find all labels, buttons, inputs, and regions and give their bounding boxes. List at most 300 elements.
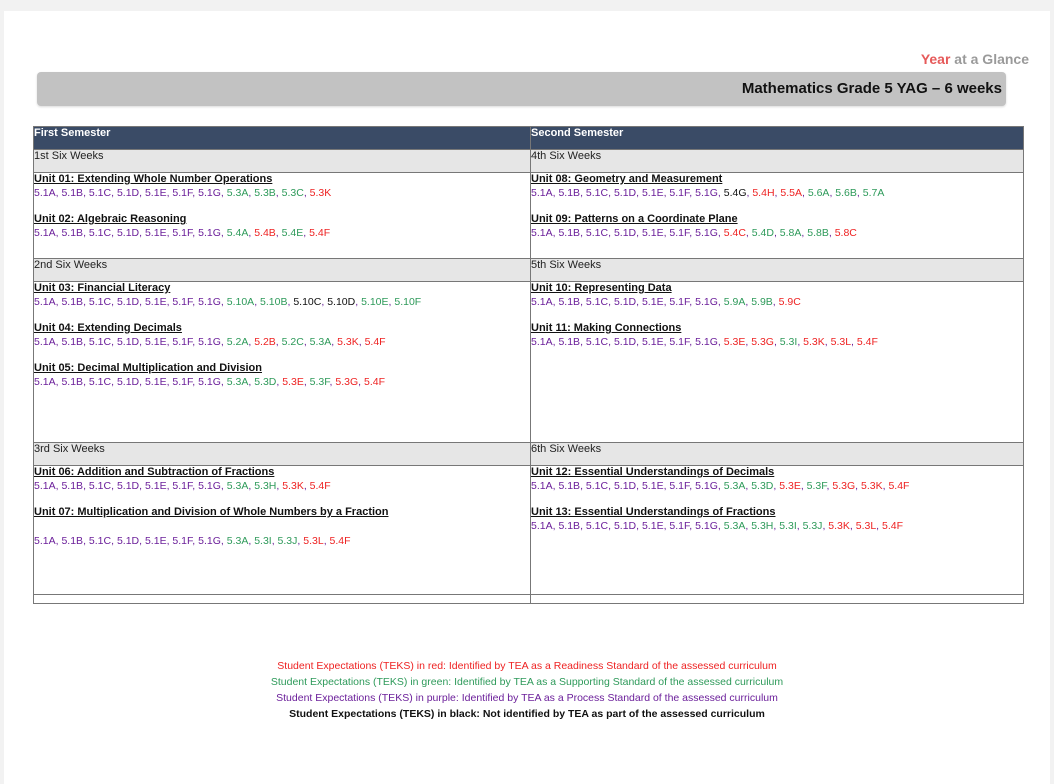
code-separator: , (83, 336, 89, 348)
teks-code: 5.1F (669, 520, 690, 532)
teks-code: 5.1D (116, 535, 140, 547)
teks-code: 5.1E (641, 187, 664, 199)
code-separator: , (275, 336, 282, 348)
teks-code: 5.1F (172, 376, 193, 388)
code-separator: , (358, 336, 365, 348)
code-separator: , (663, 296, 670, 308)
teks-code: 5.3H (254, 480, 277, 492)
teks-code: 5.1B (61, 480, 84, 492)
code-separator: , (139, 227, 145, 239)
teks-code: 5.10C (293, 296, 322, 308)
six-weeks-label: 3rd Six Weeks (34, 443, 531, 466)
code-separator: , (83, 480, 89, 492)
teks-code: 5.1D (116, 480, 140, 492)
code-separator: , (303, 187, 310, 199)
teks-code: 5.3G (832, 480, 856, 492)
code-separator: , (636, 227, 642, 239)
code-separator: , (580, 520, 586, 532)
six-weeks-header-row (34, 443, 1024, 466)
unit-title: Unit 10: Representing Data (531, 282, 672, 294)
code-separator: , (358, 376, 364, 388)
six-weeks-label: 6th Six Weeks (531, 443, 1024, 466)
code-separator: , (796, 520, 803, 532)
unit-title: Unit 13: Essential Understandings of Fractions (531, 506, 776, 518)
teks-code: 5.1A (531, 296, 553, 308)
teks-code: 5.1G (198, 336, 221, 348)
code-separator: , (772, 296, 779, 308)
teks-code: 5.1B (558, 227, 581, 239)
teks-code: 5.3K (803, 336, 825, 348)
teks-code: 5.8B (807, 227, 829, 239)
teks-code: 5.1C (585, 480, 609, 492)
unit-title: Unit 06: Addition and Subtraction of Fractions (34, 466, 275, 478)
teks-code: 5.1D (116, 376, 140, 388)
code-separator: , (636, 296, 642, 308)
legend-red: Student Expectations (TEKS) in red: Identified by TEA as a Readiness Standard of the assessed curriculum (277, 660, 777, 672)
unit-block (531, 322, 1023, 349)
teks-code: 5.1E (641, 296, 664, 308)
teks-codes (34, 186, 530, 200)
teks-code: 5.3A (226, 480, 249, 492)
teks-code: 5.1D (613, 520, 637, 532)
code-separator: , (608, 480, 614, 492)
unit-block (34, 466, 530, 493)
teks-code: 5.3C (281, 187, 304, 199)
code-separator: , (856, 187, 863, 199)
teks-code: 5.1A (531, 480, 553, 492)
code-separator: , (822, 520, 829, 532)
teks-code: 5.4A (226, 227, 249, 239)
code-separator: , (801, 187, 808, 199)
teks-code: 5.4C (723, 227, 746, 239)
teks-code: 5.1C (88, 535, 112, 547)
teks-code: 5.4F (363, 376, 385, 388)
teks-code: 5.3K (309, 187, 332, 199)
teks-code: 5.9A (723, 296, 746, 308)
right-period-content (531, 282, 1024, 443)
code-separator: , (773, 520, 780, 532)
code-separator: , (55, 296, 62, 308)
teks-code: 5.1A (34, 480, 56, 492)
code-separator: , (166, 480, 173, 492)
teks-code: 5.10D (327, 296, 356, 308)
teks-code: 5.1G (695, 187, 718, 199)
teks-code: 5.1D (613, 336, 637, 348)
teks-code: 5.1D (116, 296, 140, 308)
unit-title: Unit 03: Financial Literacy (34, 282, 171, 294)
code-separator: , (636, 187, 642, 199)
yag-table-body (34, 150, 1024, 604)
unit-block (531, 173, 1023, 200)
code-separator: , (329, 376, 336, 388)
code-separator: , (111, 535, 117, 547)
teks-code: 5.10E (361, 296, 389, 308)
unit-title: Unit 12: Essential Understandings of Decimals (531, 466, 775, 478)
teks-code: 5.3G (335, 376, 359, 388)
code-separator: , (248, 376, 255, 388)
code-separator: , (552, 480, 559, 492)
teks-code: 5.3I (254, 535, 272, 547)
code-separator: , (139, 296, 145, 308)
teks-code: 5.1D (613, 480, 637, 492)
code-separator: , (745, 296, 752, 308)
teks-code: 5.1B (558, 480, 581, 492)
teks-code: 5.1G (695, 296, 718, 308)
code-separator: , (276, 480, 283, 492)
yag-table (33, 126, 1024, 604)
teks-code: 5.9C (778, 296, 801, 308)
teks-code: 5.1A (531, 187, 553, 199)
code-separator: , (192, 336, 199, 348)
teks-code: 5.4F (329, 535, 351, 547)
code-separator: , (55, 480, 62, 492)
teks-code: 5.10F (394, 296, 422, 308)
year-at-a-glance-label (921, 51, 1029, 67)
teks-codes (34, 479, 530, 493)
right-period-content (531, 466, 1024, 595)
code-separator: , (745, 227, 752, 239)
teks-code: 5.1B (558, 296, 581, 308)
teks-code: 5.1G (695, 480, 718, 492)
unit-block (34, 506, 530, 548)
teks-code: 5.1F (172, 296, 193, 308)
teks-code: 5.1F (172, 187, 193, 199)
code-separator: , (826, 480, 833, 492)
teks-code: 5.4E (281, 227, 304, 239)
teks-codes (531, 295, 1023, 309)
teks-code: 5.1F (172, 336, 193, 348)
code-separator: , (580, 296, 586, 308)
teks-code: 5.3A (723, 520, 746, 532)
code-separator: , (851, 336, 857, 348)
teks-code: 5.1F (669, 296, 690, 308)
teks-code: 5.1E (144, 187, 167, 199)
code-separator: , (139, 187, 145, 199)
legend-purple: Student Expectations (TEKS) in purple: Identified by TEA as a Process Standard of the assessed curriculum (276, 692, 778, 704)
code-separator: , (83, 227, 89, 239)
teks-code: 5.3K (828, 520, 850, 532)
teks-code: 5.3F (806, 480, 827, 492)
teks-code: 5.3K (337, 336, 359, 348)
code-separator: , (248, 480, 255, 492)
code-separator: , (773, 480, 780, 492)
code-separator: , (220, 296, 227, 308)
code-separator: , (717, 336, 724, 348)
six-weeks-label: 4th Six Weeks (531, 150, 1024, 173)
teks-code: 5.3E (779, 480, 801, 492)
right-period-content (531, 173, 1024, 259)
teks-code: 5.1G (198, 376, 221, 388)
teks-code: 5.2B (254, 336, 276, 348)
teks-code: 5.3D (254, 376, 277, 388)
unit-block (34, 282, 530, 309)
teks-code: 5.4F (364, 336, 386, 348)
teks-code: 5.8C (834, 227, 857, 239)
code-separator: , (580, 227, 586, 239)
code-separator: , (275, 227, 282, 239)
code-separator: , (745, 480, 752, 492)
six-weeks-header-row (34, 259, 1024, 282)
code-separator: , (303, 480, 310, 492)
code-separator: , (746, 187, 753, 199)
teks-code: 5.4D (751, 227, 774, 239)
code-separator: , (663, 336, 670, 348)
teks-code: 5.7A (862, 187, 885, 199)
code-separator: , (111, 227, 117, 239)
code-separator: , (248, 336, 255, 348)
teks-code: 5.1B (61, 187, 84, 199)
teks-code: 5.1F (669, 480, 690, 492)
unit-title: Unit 01: Extending Whole Number Operations (34, 173, 273, 185)
teks-code: 5.1F (669, 187, 690, 199)
teks-code: 5.1C (585, 187, 609, 199)
code-separator: , (663, 187, 670, 199)
code-separator: , (552, 336, 559, 348)
code-separator: , (192, 376, 199, 388)
code-separator: , (55, 376, 62, 388)
code-separator: , (773, 336, 780, 348)
code-separator: , (248, 187, 255, 199)
teks-code: 5.10B (260, 296, 288, 308)
unit-block (34, 322, 530, 349)
table-spacer-row (34, 595, 1024, 604)
teks-code: 5.4F (888, 480, 910, 492)
code-separator: , (689, 336, 696, 348)
teks-code: 5.1F (669, 336, 690, 348)
teks-code: 5.1D (116, 227, 140, 239)
code-separator: , (166, 376, 173, 388)
code-separator: , (355, 296, 362, 308)
code-separator: , (254, 296, 261, 308)
code-separator: , (800, 480, 807, 492)
code-separator: , (824, 336, 831, 348)
code-separator: , (689, 187, 696, 199)
teks-code: 5.1D (613, 296, 637, 308)
code-separator: , (220, 336, 227, 348)
unit-title: Unit 07: Multiplication and Division of Whole Numbers by a Fraction (34, 506, 389, 518)
teks-codes (34, 375, 530, 389)
teks-code: 5.3I (779, 520, 797, 532)
teks-code: 5.4F (882, 520, 904, 532)
teks-code: 5.3L (830, 336, 852, 348)
code-separator: , (636, 480, 642, 492)
teks-code: 5.1F (172, 480, 193, 492)
teks-codes (531, 226, 1023, 240)
code-separator: , (773, 227, 780, 239)
code-separator: , (717, 296, 724, 308)
unit-title: Unit 04: Extending Decimals (34, 322, 182, 334)
teks-code: 5.3E (282, 376, 304, 388)
code-separator: , (287, 296, 294, 308)
spacer-cell (34, 595, 531, 604)
code-separator: , (388, 296, 395, 308)
six-weeks-header-row (34, 150, 1024, 173)
teks-code: 5.1B (61, 535, 84, 547)
teks-code: 5.1E (641, 227, 664, 239)
teks-code: 5.3D (751, 480, 774, 492)
teks-code: 5.1G (198, 296, 221, 308)
code-separator: , (192, 227, 199, 239)
teks-code: 5.1A (34, 227, 56, 239)
title-bar (37, 72, 1006, 106)
teks-code: 5.1E (144, 480, 167, 492)
code-separator: , (220, 376, 227, 388)
teks-code: 5.1A (34, 376, 56, 388)
teks-code: 5.1C (88, 227, 112, 239)
six-weeks-label: 1st Six Weeks (34, 150, 531, 173)
code-separator: , (689, 480, 696, 492)
code-separator: , (636, 336, 642, 348)
teks-code: 5.3K (282, 480, 304, 492)
teks-code: 5.1B (558, 336, 581, 348)
teks-code: 5.9B (751, 296, 773, 308)
teks-code: 5.1E (641, 336, 664, 348)
teks-code: 5.1E (641, 520, 664, 532)
code-separator: , (192, 535, 199, 547)
left-period-content (34, 173, 531, 259)
code-separator: , (166, 336, 173, 348)
teks-code: 5.1D (613, 187, 637, 199)
teks-code: 5.3G (751, 336, 774, 348)
six-weeks-content-row (34, 466, 1024, 595)
left-period-content (34, 282, 531, 443)
code-separator: , (663, 480, 670, 492)
code-separator: , (689, 296, 696, 308)
code-separator: , (83, 187, 89, 199)
code-separator: , (139, 336, 145, 348)
teks-codes (34, 335, 530, 349)
teks-code: 5.1A (531, 336, 553, 348)
six-weeks-label: 2nd Six Weeks (34, 259, 531, 282)
code-separator: , (663, 227, 670, 239)
code-separator: , (689, 227, 696, 239)
code-separator: , (717, 480, 724, 492)
teks-codes (531, 335, 1023, 349)
code-separator: , (248, 535, 255, 547)
code-separator: , (608, 520, 614, 532)
code-separator: , (849, 520, 856, 532)
teks-code: 5.8A (779, 227, 802, 239)
teks-code: 5.1C (585, 336, 609, 348)
teks-code: 5.1F (172, 535, 193, 547)
document-title: Mathematics Grade 5 YAG – 6 weeks (741, 80, 1002, 97)
left-period-content (34, 466, 531, 595)
code-separator: , (297, 535, 304, 547)
code-separator: , (220, 227, 227, 239)
code-separator: , (801, 227, 808, 239)
teks-code: 5.4F (309, 480, 331, 492)
teks-code: 5.1B (61, 336, 84, 348)
code-separator: , (276, 376, 283, 388)
teks-code: 5.3J (802, 520, 823, 532)
code-separator: , (580, 480, 586, 492)
code-separator: , (828, 227, 835, 239)
teks-code: 5.4F (309, 227, 331, 239)
unit-title: Unit 08: Geometry and Measurement (531, 173, 723, 185)
teks-code: 5.1F (172, 227, 193, 239)
teks-code: 5.1E (144, 336, 167, 348)
teks-code: 5.1B (61, 296, 84, 308)
code-separator: , (271, 535, 278, 547)
code-separator: , (745, 336, 752, 348)
teks-code: 5.1G (695, 227, 718, 239)
second-semester-header: Second Semester (531, 127, 1024, 150)
unit-block (531, 282, 1023, 309)
code-separator: , (55, 227, 62, 239)
code-separator: , (139, 480, 145, 492)
code-separator: , (55, 187, 62, 199)
teks-code: 5.1C (585, 520, 609, 532)
teks-code: 5.1B (61, 376, 84, 388)
teks-code: 5.10A (226, 296, 255, 308)
teks-code: 5.1B (558, 520, 581, 532)
code-separator: , (321, 296, 328, 308)
teks-code: 5.1E (144, 227, 167, 239)
teks-codes (34, 534, 530, 548)
code-separator: , (855, 480, 861, 492)
teks-code: 5.3B (254, 187, 276, 199)
code-separator: , (139, 376, 145, 388)
teks-code: 5.1G (695, 336, 718, 348)
code-separator: , (717, 520, 724, 532)
code-separator: , (882, 480, 889, 492)
code-separator: , (608, 296, 614, 308)
code-separator: , (248, 227, 255, 239)
teks-code: 5.1E (144, 296, 167, 308)
teks-code: 5.1D (613, 227, 637, 239)
code-separator: , (111, 187, 117, 199)
teks-codes (531, 186, 1023, 200)
code-separator: , (829, 187, 836, 199)
code-separator: , (552, 187, 559, 199)
teks-code: 5.1B (61, 227, 84, 239)
teks-code: 5.1B (558, 187, 581, 199)
code-separator: , (552, 520, 559, 532)
unit-title: Unit 09: Patterns on a Coordinate Plane (531, 213, 738, 225)
code-separator: , (111, 376, 117, 388)
teks-code: 5.3L (855, 520, 877, 532)
teks-codes (34, 226, 530, 240)
unit-block (34, 173, 530, 200)
teks-code: 5.1C (585, 227, 609, 239)
teks-code: 5.1C (88, 187, 112, 199)
code-separator: , (275, 187, 282, 199)
code-separator: , (55, 336, 62, 348)
teks-code: 5.1A (531, 520, 553, 532)
unit-block (531, 506, 1023, 533)
code-separator: , (876, 520, 883, 532)
teks-code: 5.3A (309, 336, 332, 348)
teks-code: 5.3H (751, 520, 774, 532)
color-legend (0, 658, 1054, 722)
code-separator: , (689, 520, 696, 532)
teks-code: 5.3A (723, 480, 746, 492)
code-separator: , (608, 336, 614, 348)
code-separator: , (717, 227, 724, 239)
teks-code: 5.3L (303, 535, 324, 547)
teks-code: 5.4B (254, 227, 276, 239)
unit-block (34, 362, 530, 389)
code-separator: , (83, 376, 89, 388)
teks-code: 5.1A (34, 535, 56, 547)
teks-code: 5.3J (277, 535, 298, 547)
teks-code: 5.3E (723, 336, 746, 348)
teks-codes (531, 479, 1023, 493)
code-separator: , (745, 520, 752, 532)
teks-code: 5.1A (34, 336, 56, 348)
teks-code: 5.3K (860, 480, 883, 492)
teks-code: 5.1E (641, 480, 664, 492)
